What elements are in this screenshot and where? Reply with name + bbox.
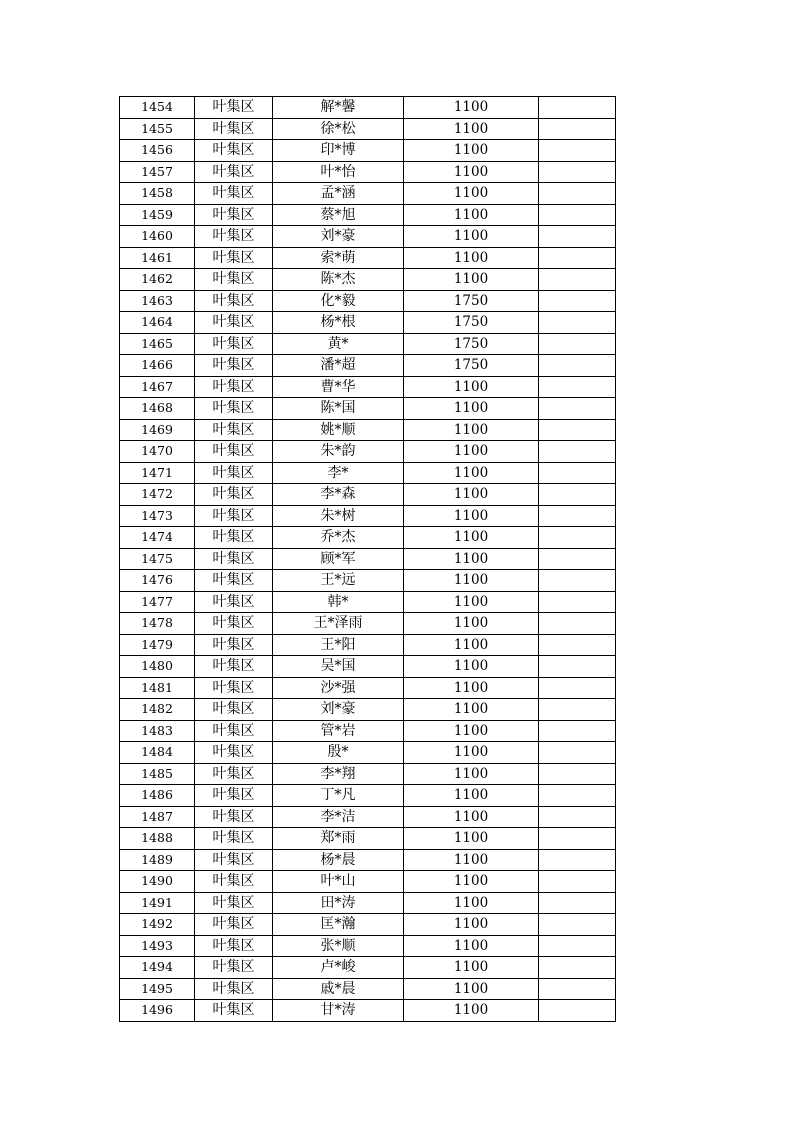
table-row: [120, 527, 616, 549]
row-number-cell: 1479: [120, 634, 195, 656]
table-row: [120, 978, 616, 1000]
note-cell: [539, 226, 616, 248]
name-cell: 化*毅: [273, 290, 404, 312]
table-row: [120, 312, 616, 334]
table-row: [120, 935, 616, 957]
name-cell: 曹*华: [273, 376, 404, 398]
district-cell: 叶集区: [195, 462, 273, 484]
district-cell: 叶集区: [195, 140, 273, 162]
note-cell: [539, 183, 616, 205]
note-cell: [539, 785, 616, 807]
note-cell: [539, 204, 616, 226]
district-cell: 叶集区: [195, 376, 273, 398]
table-row: [120, 570, 616, 592]
note-cell: [539, 699, 616, 721]
note-cell: [539, 613, 616, 635]
table-row: [120, 505, 616, 527]
note-cell: [539, 312, 616, 334]
row-number-cell: 1493: [120, 935, 195, 957]
district-cell: 叶集区: [195, 871, 273, 893]
table-row: [120, 441, 616, 463]
district-cell: 叶集区: [195, 1000, 273, 1022]
table-row: [120, 204, 616, 226]
name-cell: 李*: [273, 462, 404, 484]
district-cell: 叶集区: [195, 849, 273, 871]
note-cell: [539, 957, 616, 979]
amount-cell: 1100: [404, 527, 539, 549]
name-cell: 戚*晨: [273, 978, 404, 1000]
amount-cell: 1100: [404, 763, 539, 785]
name-cell: 印*博: [273, 140, 404, 162]
note-cell: [539, 548, 616, 570]
name-cell: 李*翔: [273, 763, 404, 785]
district-cell: 叶集区: [195, 591, 273, 613]
district-cell: 叶集区: [195, 613, 273, 635]
row-number-cell: 1481: [120, 677, 195, 699]
amount-cell: 1100: [404, 398, 539, 420]
note-cell: [539, 527, 616, 549]
name-cell: 张*顺: [273, 935, 404, 957]
table-row: [120, 140, 616, 162]
note-cell: [539, 505, 616, 527]
district-cell: 叶集区: [195, 97, 273, 119]
district-cell: 叶集区: [195, 355, 273, 377]
table-row: [120, 914, 616, 936]
amount-cell: 1100: [404, 118, 539, 140]
row-number-cell: 1486: [120, 785, 195, 807]
amount-cell: 1100: [404, 935, 539, 957]
table-row: [120, 419, 616, 441]
amount-cell: 1750: [404, 355, 539, 377]
table-row: [120, 677, 616, 699]
row-number-cell: 1474: [120, 527, 195, 549]
name-cell: 潘*超: [273, 355, 404, 377]
amount-cell: 1100: [404, 871, 539, 893]
note-cell: [539, 892, 616, 914]
name-cell: 王*阳: [273, 634, 404, 656]
note-cell: [539, 118, 616, 140]
table-row: [120, 957, 616, 979]
table-row: [120, 613, 616, 635]
row-number-cell: 1459: [120, 204, 195, 226]
name-cell: 殷*: [273, 742, 404, 764]
note-cell: [539, 742, 616, 764]
note-cell: [539, 720, 616, 742]
table-row: [120, 828, 616, 850]
name-cell: 乔*杰: [273, 527, 404, 549]
name-cell: 蔡*旭: [273, 204, 404, 226]
row-number-cell: 1482: [120, 699, 195, 721]
amount-cell: 1100: [404, 892, 539, 914]
name-cell: 李*森: [273, 484, 404, 506]
amount-cell: 1100: [404, 591, 539, 613]
amount-cell: 1100: [404, 720, 539, 742]
row-number-cell: 1462: [120, 269, 195, 291]
amount-cell: 1100: [404, 849, 539, 871]
row-number-cell: 1471: [120, 462, 195, 484]
row-number-cell: 1458: [120, 183, 195, 205]
district-cell: 叶集区: [195, 183, 273, 205]
name-cell: 刘*豪: [273, 699, 404, 721]
table-row: [120, 118, 616, 140]
name-cell: 徐*松: [273, 118, 404, 140]
district-cell: 叶集区: [195, 527, 273, 549]
row-number-cell: 1468: [120, 398, 195, 420]
amount-cell: 1750: [404, 290, 539, 312]
district-cell: 叶集区: [195, 312, 273, 334]
table-row: [120, 269, 616, 291]
amount-cell: 1100: [404, 376, 539, 398]
district-cell: 叶集区: [195, 548, 273, 570]
row-number-cell: 1467: [120, 376, 195, 398]
table-row: [120, 290, 616, 312]
district-cell: 叶集区: [195, 441, 273, 463]
district-cell: 叶集区: [195, 161, 273, 183]
district-cell: 叶集区: [195, 118, 273, 140]
row-number-cell: 1476: [120, 570, 195, 592]
row-number-cell: 1495: [120, 978, 195, 1000]
district-cell: 叶集区: [195, 914, 273, 936]
row-number-cell: 1454: [120, 97, 195, 119]
name-cell: 刘*豪: [273, 226, 404, 248]
note-cell: [539, 849, 616, 871]
name-cell: 陈*杰: [273, 269, 404, 291]
district-cell: 叶集区: [195, 247, 273, 269]
row-number-cell: 1461: [120, 247, 195, 269]
amount-cell: 1750: [404, 333, 539, 355]
amount-cell: 1100: [404, 505, 539, 527]
note-cell: [539, 978, 616, 1000]
name-cell: 杨*晨: [273, 849, 404, 871]
name-cell: 匡*瀚: [273, 914, 404, 936]
table-row: [120, 161, 616, 183]
roster-table-body: [120, 97, 616, 1022]
district-cell: 叶集区: [195, 742, 273, 764]
table-row: [120, 892, 616, 914]
table-row: [120, 806, 616, 828]
name-cell: 郑*雨: [273, 828, 404, 850]
amount-cell: 1100: [404, 97, 539, 119]
amount-cell: 1100: [404, 828, 539, 850]
table-row: [120, 398, 616, 420]
note-cell: [539, 828, 616, 850]
district-cell: 叶集区: [195, 656, 273, 678]
note-cell: [539, 591, 616, 613]
amount-cell: 1100: [404, 247, 539, 269]
table-row: [120, 591, 616, 613]
table-row: [120, 247, 616, 269]
amount-cell: 1100: [404, 656, 539, 678]
district-cell: 叶集区: [195, 333, 273, 355]
district-cell: 叶集区: [195, 226, 273, 248]
note-cell: [539, 247, 616, 269]
amount-cell: 1100: [404, 978, 539, 1000]
row-number-cell: 1477: [120, 591, 195, 613]
table-row: [120, 376, 616, 398]
name-cell: 杨*根: [273, 312, 404, 334]
note-cell: [539, 1000, 616, 1022]
table-row: [120, 634, 616, 656]
row-number-cell: 1460: [120, 226, 195, 248]
amount-cell: 1100: [404, 140, 539, 162]
name-cell: 甘*涛: [273, 1000, 404, 1022]
row-number-cell: 1455: [120, 118, 195, 140]
amount-cell: 1100: [404, 677, 539, 699]
row-number-cell: 1457: [120, 161, 195, 183]
amount-cell: 1100: [404, 183, 539, 205]
row-number-cell: 1487: [120, 806, 195, 828]
table-row: [120, 355, 616, 377]
row-number-cell: 1465: [120, 333, 195, 355]
note-cell: [539, 656, 616, 678]
row-number-cell: 1480: [120, 656, 195, 678]
row-number-cell: 1473: [120, 505, 195, 527]
row-number-cell: 1489: [120, 849, 195, 871]
name-cell: 叶*山: [273, 871, 404, 893]
district-cell: 叶集区: [195, 269, 273, 291]
note-cell: [539, 290, 616, 312]
table-row: [120, 720, 616, 742]
amount-cell: 1100: [404, 484, 539, 506]
district-cell: 叶集区: [195, 699, 273, 721]
amount-cell: 1100: [404, 204, 539, 226]
row-number-cell: 1488: [120, 828, 195, 850]
table-row: [120, 333, 616, 355]
note-cell: [539, 97, 616, 119]
table-row: [120, 656, 616, 678]
amount-cell: 1100: [404, 419, 539, 441]
row-number-cell: 1483: [120, 720, 195, 742]
amount-cell: 1750: [404, 312, 539, 334]
row-number-cell: 1490: [120, 871, 195, 893]
note-cell: [539, 570, 616, 592]
name-cell: 陈*国: [273, 398, 404, 420]
amount-cell: 1100: [404, 613, 539, 635]
note-cell: [539, 677, 616, 699]
district-cell: 叶集区: [195, 978, 273, 1000]
district-cell: 叶集区: [195, 957, 273, 979]
table-row: [120, 183, 616, 205]
row-number-cell: 1478: [120, 613, 195, 635]
district-cell: 叶集区: [195, 570, 273, 592]
name-cell: 丁*凡: [273, 785, 404, 807]
district-cell: 叶集区: [195, 505, 273, 527]
district-cell: 叶集区: [195, 484, 273, 506]
district-cell: 叶集区: [195, 828, 273, 850]
name-cell: 叶*怡: [273, 161, 404, 183]
name-cell: 朱*韵: [273, 441, 404, 463]
table-row: [120, 462, 616, 484]
note-cell: [539, 763, 616, 785]
note-cell: [539, 441, 616, 463]
district-cell: 叶集区: [195, 419, 273, 441]
row-number-cell: 1464: [120, 312, 195, 334]
district-cell: 叶集区: [195, 720, 273, 742]
amount-cell: 1100: [404, 441, 539, 463]
note-cell: [539, 914, 616, 936]
row-number-cell: 1492: [120, 914, 195, 936]
table-row: [120, 742, 616, 764]
note-cell: [539, 935, 616, 957]
table-row: [120, 548, 616, 570]
note-cell: [539, 462, 616, 484]
table-row: [120, 226, 616, 248]
district-cell: 叶集区: [195, 935, 273, 957]
district-cell: 叶集区: [195, 785, 273, 807]
row-number-cell: 1463: [120, 290, 195, 312]
amount-cell: 1100: [404, 957, 539, 979]
amount-cell: 1100: [404, 462, 539, 484]
table-row: [120, 763, 616, 785]
district-cell: 叶集区: [195, 806, 273, 828]
row-number-cell: 1484: [120, 742, 195, 764]
name-cell: 黄*: [273, 333, 404, 355]
name-cell: 朱*树: [273, 505, 404, 527]
table-row: [120, 871, 616, 893]
amount-cell: 1100: [404, 806, 539, 828]
note-cell: [539, 355, 616, 377]
name-cell: 顾*军: [273, 548, 404, 570]
amount-cell: 1100: [404, 914, 539, 936]
amount-cell: 1100: [404, 742, 539, 764]
amount-cell: 1100: [404, 226, 539, 248]
row-number-cell: 1456: [120, 140, 195, 162]
row-number-cell: 1475: [120, 548, 195, 570]
row-number-cell: 1491: [120, 892, 195, 914]
name-cell: 姚*顺: [273, 419, 404, 441]
row-number-cell: 1466: [120, 355, 195, 377]
note-cell: [539, 419, 616, 441]
amount-cell: 1100: [404, 570, 539, 592]
district-cell: 叶集区: [195, 892, 273, 914]
district-cell: 叶集区: [195, 634, 273, 656]
note-cell: [539, 333, 616, 355]
district-cell: 叶集区: [195, 763, 273, 785]
name-cell: 田*涛: [273, 892, 404, 914]
table-row: [120, 97, 616, 119]
note-cell: [539, 376, 616, 398]
name-cell: 索*萌: [273, 247, 404, 269]
name-cell: 解*馨: [273, 97, 404, 119]
name-cell: 吴*国: [273, 656, 404, 678]
amount-cell: 1100: [404, 1000, 539, 1022]
row-number-cell: 1470: [120, 441, 195, 463]
name-cell: 韩*: [273, 591, 404, 613]
name-cell: 李*洁: [273, 806, 404, 828]
table-row: [120, 1000, 616, 1022]
note-cell: [539, 398, 616, 420]
district-cell: 叶集区: [195, 398, 273, 420]
row-number-cell: 1494: [120, 957, 195, 979]
note-cell: [539, 634, 616, 656]
note-cell: [539, 484, 616, 506]
amount-cell: 1100: [404, 699, 539, 721]
name-cell: 孟*涵: [273, 183, 404, 205]
amount-cell: 1100: [404, 548, 539, 570]
name-cell: 卢*峻: [273, 957, 404, 979]
name-cell: 管*岩: [273, 720, 404, 742]
table-row: [120, 849, 616, 871]
name-cell: 王*泽雨: [273, 613, 404, 635]
amount-cell: 1100: [404, 269, 539, 291]
amount-cell: 1100: [404, 785, 539, 807]
amount-cell: 1100: [404, 634, 539, 656]
name-cell: 沙*强: [273, 677, 404, 699]
table-row: [120, 484, 616, 506]
row-number-cell: 1472: [120, 484, 195, 506]
row-number-cell: 1485: [120, 763, 195, 785]
note-cell: [539, 871, 616, 893]
district-cell: 叶集区: [195, 290, 273, 312]
row-number-cell: 1496: [120, 1000, 195, 1022]
table-row: [120, 699, 616, 721]
note-cell: [539, 161, 616, 183]
name-cell: 王*远: [273, 570, 404, 592]
amount-cell: 1100: [404, 161, 539, 183]
district-cell: 叶集区: [195, 677, 273, 699]
note-cell: [539, 806, 616, 828]
district-cell: 叶集区: [195, 204, 273, 226]
note-cell: [539, 140, 616, 162]
table-row: [120, 785, 616, 807]
roster-table: [119, 96, 616, 1022]
row-number-cell: 1469: [120, 419, 195, 441]
note-cell: [539, 269, 616, 291]
